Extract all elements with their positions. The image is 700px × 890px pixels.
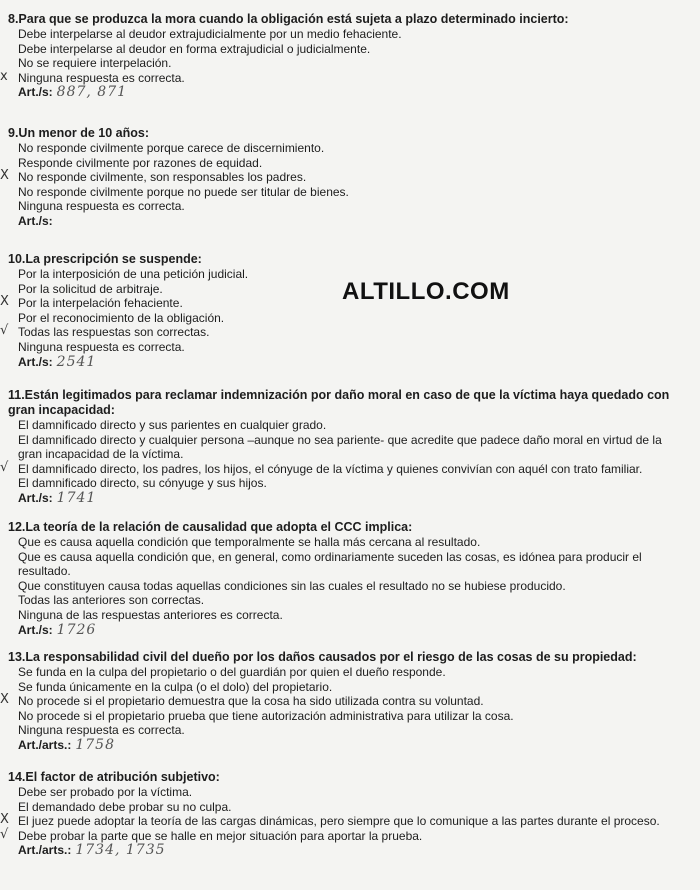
question-title: 8.Para que se produzca la mora cuando la obligación está sujeta a plazo determinado incierto: (8, 12, 569, 26)
question-13 (0, 650, 688, 753)
option: Por la interposición de una petición judicial. (18, 267, 249, 281)
question-14 (0, 770, 688, 859)
handwritten-articles: 2541 (56, 353, 97, 370)
question-title: 12.La teoría de la relación de causalidad que adopta el CCC implica: (8, 520, 413, 534)
option: El damnificado directo y cualquier persona –aunque no sea pariente- que acredite que padece daño moral en virtud de la gran incapacidad de la víctima. (18, 432, 662, 462)
option: Se funda en la culpa del propietario o del guardián por quien el dueño responde. (18, 665, 446, 679)
option: Ninguna respuesta es correcta. (18, 199, 185, 214)
option: Responde civilmente por razones de equidad. (18, 155, 263, 170)
option: Ninguna de las respuestas anteriores es correcta. (18, 607, 283, 622)
option: Todas las anteriores son correctas. (18, 593, 205, 608)
option: Por la solicitud de arbitraje. (18, 281, 163, 296)
watermark: ALTILLO.COM (342, 278, 510, 305)
articles: Art./s: 1726 (18, 621, 97, 638)
option: El damnificado directo, su cónyuge y sus hijos. (18, 476, 267, 491)
option: x Ninguna respuesta es correcta. (0, 68, 185, 85)
option: Se funda únicamente en la culpa (o el dolo) del propietario. (18, 679, 333, 694)
question-8 (0, 12, 688, 101)
handwritten-articles: 887, 871 (56, 84, 128, 101)
question-9 (0, 126, 688, 229)
question-title: 9.Un menor de 10 años: (8, 126, 150, 140)
option: X No procede si el propietario demuestra que la cosa ha sido utilizada contra su voluntad. (0, 692, 484, 709)
handwritten-articles: 1726 (56, 621, 97, 638)
handwritten-articles: 1741 (56, 489, 97, 506)
question-10 (0, 252, 688, 370)
option: Por el reconocimiento de la obligación. (18, 310, 225, 325)
question-12 (8, 520, 688, 638)
option: Debe interpelarse al deudor extrajudicialmente por un medio fehaciente. (18, 27, 402, 41)
option: No responde civilmente porque carece de discernimiento. (18, 141, 325, 155)
option: Que constituyen causa todas aquellas condiciones sin las cuales el resultado no se hubiese producido. (18, 578, 566, 593)
question-title: 10.La prescripción se suspende: (8, 252, 202, 266)
option: Ninguna respuesta es correcta. (18, 339, 185, 354)
handwritten-articles: 1758 (75, 736, 115, 753)
articles: Art./arts.: 1758 (18, 736, 115, 753)
option: Que es causa aquella condición que, en general, como ordinariamente suceden las cosas, es idónea para producir el resultado. (18, 549, 642, 579)
option: √ Debe probar la parte que se halle en mejor situación para aportar la prueba. (0, 826, 423, 843)
question-title: 13.La responsabilidad civil del dueño por los daños causados por el riesgo de las cosas de su propiedad: (8, 650, 637, 664)
articles: Art./s: 887, 871 (18, 84, 128, 101)
articles: Art./s: 1741 (18, 489, 97, 506)
articles: Art./s: 2541 (18, 353, 97, 370)
handwritten-articles: 1734, 1735 (75, 842, 166, 859)
option: El damnificado directo y sus parientes en cualquier grado. (18, 418, 327, 432)
option: El demandado debe probar su no culpa. (18, 799, 232, 814)
option: √ El damnificado directo, los padres, los hijos, el cónyuge de la víctima y quienes convivían con aquél con trato familiar. (0, 459, 643, 476)
option: Debe ser probado por la víctima. (18, 785, 193, 799)
option: Que es causa aquella condición que temporalmente se halla más cercana al resultado. (18, 535, 481, 549)
option: X Por la interpelación fehaciente. (0, 294, 183, 311)
articles: Art./arts.: 1734, 1735 (18, 842, 166, 859)
option: X El juez puede adoptar la teoría de las cargas dinámicas, pero siempre que lo comunique a las partes durante el proceso. (0, 812, 660, 829)
question-title: 11.Están legitimados para reclamar indemnización por daño moral en caso de que la víctima haya quedado con gran incapacidad: (8, 388, 670, 417)
option: No se requiere interpelación. (18, 56, 172, 71)
articles: Art./s: (18, 213, 53, 228)
option: √ Todas las respuestas son correctas. (0, 323, 210, 340)
option: Debe interpelarse al deudor en forma extrajudicial o judicialmente. (18, 41, 371, 56)
option: No procede si el propietario prueba que tiene autorización administrativa para utilizar la cosa. (18, 708, 514, 723)
option: X No responde civilmente, son responsables los padres. (0, 168, 307, 185)
option: No responde civilmente porque no puede ser titular de bienes. (18, 184, 349, 199)
question-title: 14.El factor de atribución subjetivo: (8, 770, 220, 784)
option: Ninguna respuesta es correcta. (18, 723, 185, 738)
question-11 (0, 388, 688, 506)
